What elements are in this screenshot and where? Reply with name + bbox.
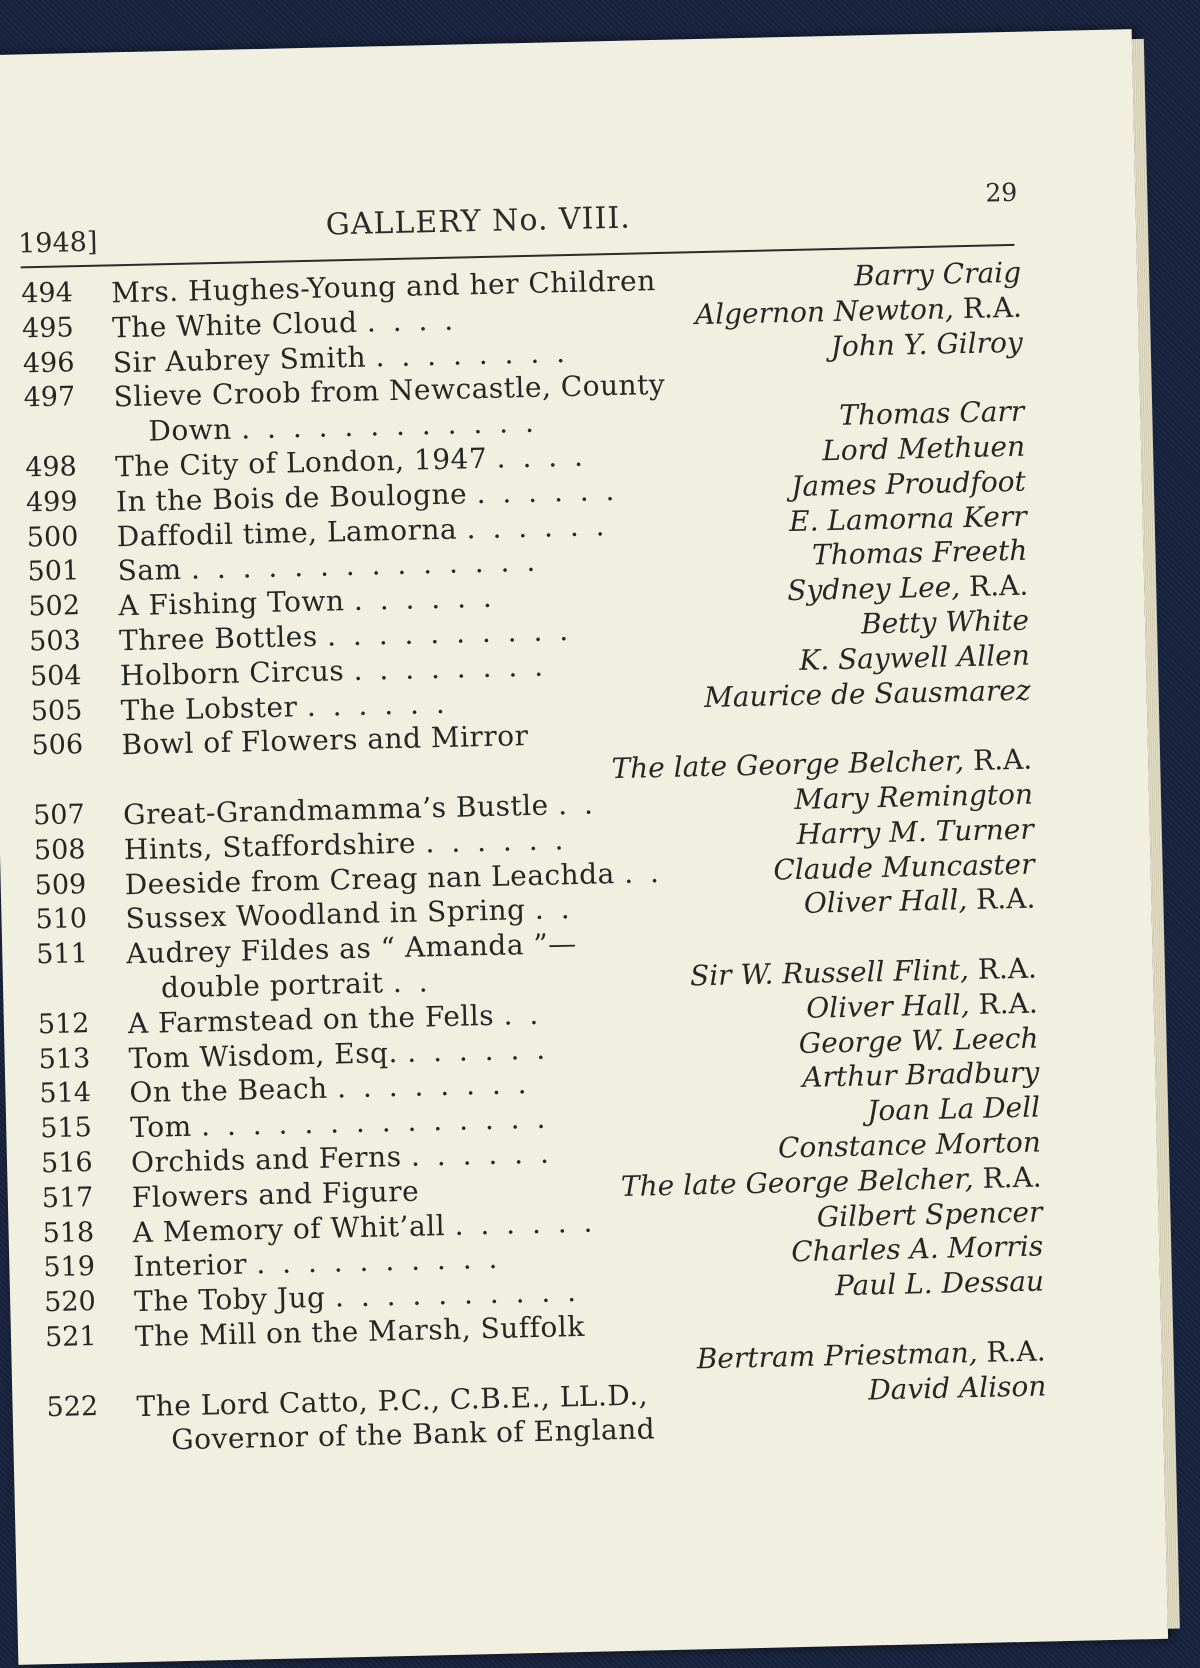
artist-name: E. Lamorna Kerr <box>788 499 1027 538</box>
entry-title: The White Cloud . . . . <box>111 303 458 345</box>
leader-dots: . . . . <box>366 303 458 339</box>
leader-dots: . . . . . . <box>353 580 497 618</box>
entry-title: A Fishing Town . . . . . . <box>118 580 497 623</box>
entry-title: The Mill on the Marsh, Suffolk <box>134 1309 586 1354</box>
entry-number: 522 <box>46 1390 99 1423</box>
entry-title: Hints, Staffordshire . . . . . . <box>123 822 568 866</box>
artist-name: Sydney Lee, R.A. <box>786 568 1029 608</box>
entry-title: Orchids and Ferns . . . . . . <box>130 1136 554 1180</box>
entry-number: 509 <box>34 868 87 901</box>
leader-dots: . . . . . . . . <box>375 335 570 373</box>
entry-number: 505 <box>30 694 83 727</box>
catalogue-page <box>0 29 1168 1665</box>
artist-name: Joan La Dell <box>866 1090 1041 1128</box>
entry-number: 517 <box>41 1181 94 1214</box>
entry-title-continued: Governor of the Bank of England <box>170 1412 656 1457</box>
entry-title: The City of London, 1947 . . . . <box>114 439 588 484</box>
entries-list <box>21 254 1048 1459</box>
entry-number: 500 <box>26 520 79 553</box>
artist-name: James Proudfoot <box>790 464 1027 503</box>
entry-title: Mrs. Hughes-Young and her Children <box>110 264 657 310</box>
gallery-title: GALLERY No. VIII. <box>325 200 632 243</box>
entry-number: 499 <box>25 485 78 519</box>
entry-number: 520 <box>43 1286 97 1319</box>
entry-number: 502 <box>28 590 81 623</box>
artist-name: Lord Methuen <box>821 429 1026 468</box>
entry-number: 518 <box>42 1216 95 1249</box>
artist-name: Arthur Bradbury <box>801 1055 1040 1095</box>
artist-name: Thomas Freeth <box>811 534 1028 572</box>
artist-suffix: R.A. <box>972 742 1033 778</box>
leader-dots: . . . . . . <box>466 508 609 545</box>
entry-title-continued: Down . . . . . . . . . . . . <box>148 405 539 448</box>
artist-name: Maurice de Sausmarez <box>703 673 1031 714</box>
entry-title: A Farmstead on the Fells . . <box>127 997 543 1040</box>
entry-title: In the Bois de Boulogne . . . . . . <box>115 473 619 519</box>
entry-title: On the Beach . . . . . . . . <box>129 1067 531 1110</box>
entry-title: Sam . . . . . . . . . . . . . . <box>117 545 540 588</box>
artist-name: Claude Muncaster <box>773 847 1035 887</box>
entry-title: Tom . . . . . . . . . . . . . . <box>129 1101 550 1145</box>
leader-dots: . . . . . . <box>306 686 450 723</box>
entry-title: Three Bottles . . . . . . . . . . <box>118 613 573 658</box>
leader-dots: . . . . . . <box>425 822 568 860</box>
leader-dots: . . . . . . . . <box>336 1067 531 1105</box>
entry-number: 498 <box>24 451 78 484</box>
artist-name: Thomas Carr <box>838 394 1025 433</box>
entry-title: Holborn Circus . . . . . . . . <box>119 649 548 693</box>
entry-title: The Lobster . . . . . . <box>120 686 450 727</box>
artist-suffix: R.A. <box>968 568 1029 604</box>
artist-name: David Alison <box>867 1368 1047 1406</box>
entry-number: 514 <box>39 1077 92 1110</box>
entry-number: 510 <box>35 903 88 936</box>
artist-name: George W. Leech <box>798 1021 1039 1060</box>
entry-title: Flowers and Figure <box>131 1174 420 1214</box>
entry-number: 494 <box>20 277 74 310</box>
artist-name: Oliver Hall, R.A. <box>803 881 1036 921</box>
artist-suffix: R.A. <box>977 951 1038 986</box>
entry-number: 495 <box>21 312 74 345</box>
page-header <box>17 172 1018 260</box>
leader-dots: . . <box>557 787 598 822</box>
entry-title: Sussex Woodland in Spring . . <box>125 892 574 936</box>
artist-name: Barry Craig <box>853 255 1022 293</box>
artist-name: Mary Remington <box>793 777 1034 816</box>
entry-title: Audrey Fildes as “ Amanda ”— <box>125 927 578 971</box>
leader-dots: . . . . . . . . <box>353 649 548 687</box>
entry-title: Bowl of Flowers and Mirror <box>121 719 529 762</box>
artist-name: Harry M. Turner <box>796 812 1035 851</box>
entry-number: 513 <box>38 1042 91 1075</box>
entry-title: Great-Grandmamma’s Bustle . . <box>122 787 598 832</box>
entry-number: 516 <box>40 1146 93 1180</box>
entry-number: 511 <box>35 938 89 971</box>
page-number: 29 <box>985 177 1018 208</box>
artist-name: Charles A. Morris <box>790 1229 1044 1269</box>
entry-number: 504 <box>29 659 82 693</box>
leader-dots: . . <box>392 965 432 1000</box>
entry-number: 506 <box>31 729 84 762</box>
artist-name: K. Saywell Allen <box>798 638 1031 677</box>
leader-dots: . . <box>623 855 664 890</box>
leader-dots: . . <box>534 892 574 927</box>
artist-suffix: R.A. <box>978 986 1039 1021</box>
artist-name: Oliver Hall, R.A. <box>805 986 1039 1025</box>
leader-dots: . . . . . . <box>454 1205 597 1242</box>
entry-title: The Toby Jug . . . . . . . . . . <box>133 1275 581 1319</box>
entry-title: Sir Aubrey Smith . . . . . . . . <box>112 335 570 379</box>
leader-dots: . . . . <box>496 439 588 475</box>
leader-dots: . . . . . . . . . . . . <box>240 405 539 446</box>
entry-title: Slieve Croob from Newcastle, County <box>113 368 666 414</box>
artist-suffix: R.A. <box>962 290 1023 325</box>
artist-name: Bertram Priestman, R.A. <box>696 1334 1046 1376</box>
entry-title: Deeside from Creag nan Leachda . . <box>124 855 664 901</box>
entry-number: 501 <box>27 555 80 588</box>
artist-name: Constance Morton <box>777 1125 1042 1165</box>
leader-dots: . . . . . . . . . . . . . . <box>200 1101 550 1143</box>
entry-number: 496 <box>22 346 75 379</box>
entry-title: A Memory of Whit’all . . . . . . <box>132 1205 597 1249</box>
leader-dots: . . <box>503 997 543 1032</box>
leader-dots: . . . . . . . . . . <box>255 1242 502 1281</box>
leader-dots: . . . . . . <box>476 473 619 510</box>
leader-dots: . . . . . . <box>410 1136 554 1173</box>
entry-number: 497 <box>23 381 76 414</box>
leader-dots: . . . . . . . . . . <box>334 1275 581 1314</box>
entry-title-continued: double portrait . . <box>160 965 432 1005</box>
entry-number: 503 <box>28 625 82 658</box>
artist-suffix: R.A. <box>982 1160 1042 1195</box>
year-label: 1948] <box>17 226 98 260</box>
entry-title: Tom Wisdom, Esq. . . . . . . <box>128 1032 550 1075</box>
entry-title: The Lord Catto, P.C., C.B.E., LL.D., <box>136 1377 649 1423</box>
entry-number: 512 <box>37 1007 90 1040</box>
artist-name: Paul L. Dessau <box>834 1264 1045 1303</box>
artist-name: Gilbert Spencer <box>816 1195 1043 1234</box>
artist-name: Betty White <box>860 603 1030 641</box>
entry-number: 507 <box>32 799 86 832</box>
artist-name: The late George Belcher, R.A. <box>620 1160 1042 1203</box>
leader-dots: . . . . . . . . . . <box>326 613 573 653</box>
leader-dots: . . . . . . . . . . . . . . <box>190 545 540 587</box>
artist-name: John Y. Gilroy <box>830 325 1024 363</box>
entry-number: 508 <box>33 833 86 867</box>
entry-number: 521 <box>44 1320 97 1354</box>
entry-number: 519 <box>43 1251 96 1284</box>
leader-dots: . . . . . . <box>406 1032 550 1069</box>
artist-name: Sir W. Russell Flint, R.A. <box>689 951 1038 993</box>
entry-title: Interior . . . . . . . . . . <box>133 1242 502 1284</box>
artist-suffix: R.A. <box>986 1334 1046 1369</box>
entry-title: Daffodil time, Lamorna . . . . . . <box>116 508 609 553</box>
artist-name: Algernon Newton, R.A. <box>694 290 1023 331</box>
artist-suffix: R.A. <box>975 881 1036 917</box>
entry-number: 515 <box>39 1112 93 1145</box>
artist-name: The late George Belcher, R.A. <box>611 742 1033 786</box>
